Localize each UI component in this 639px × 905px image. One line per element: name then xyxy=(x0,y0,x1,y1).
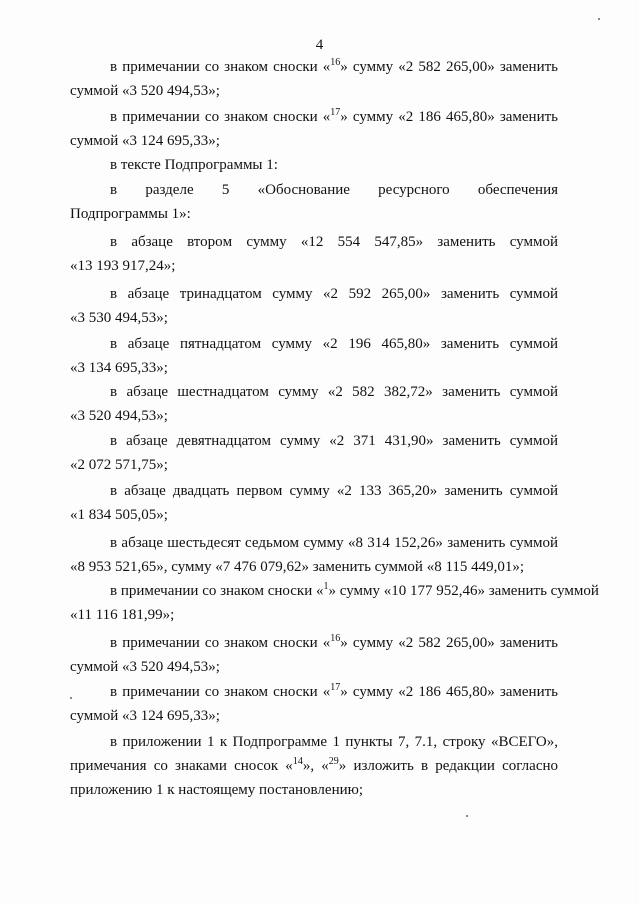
footnote-mark: 17 xyxy=(330,682,341,693)
text-line xyxy=(70,332,558,356)
text-line xyxy=(70,631,558,655)
scan-speck xyxy=(70,697,72,699)
text-run: » сумму «2 582 265,00» заменить xyxy=(340,635,559,651)
text-run: в примечании со знаком сноски « xyxy=(110,583,324,599)
text-run: «8 953 521,65», сумму «7 476 079,62» заменить суммой «8 115 449,01»; xyxy=(70,559,525,575)
text-run: «1 834 505,05»; xyxy=(70,507,168,523)
paragraph xyxy=(70,631,558,679)
text-run: «3 530 494,53»; xyxy=(70,310,168,326)
text-run: в примечании со знаком сноски « xyxy=(110,59,331,75)
text-run: » изложить в редакции согласно xyxy=(338,758,559,774)
page-number: 4 xyxy=(315,37,324,53)
text-line xyxy=(70,503,558,527)
text-run: «11 116 181,99»; xyxy=(70,607,175,623)
footnote-mark: 1 xyxy=(323,581,329,592)
text-run: в абзаце вторoм сумму «12 554 547,85» заменить суммой xyxy=(110,234,558,250)
text-run: » сумму «2 186 465,80» заменить xyxy=(340,684,559,700)
text-line xyxy=(70,55,558,79)
text-run: приложению 1 к настоящему постановлению; xyxy=(70,782,363,798)
footnote-mark: 17 xyxy=(330,107,341,118)
text-line xyxy=(70,105,558,129)
text-line xyxy=(70,129,558,153)
text-run: в абзаце двадцать первом сумму «2 133 365,20» заменить суммой xyxy=(110,483,558,499)
text-line xyxy=(70,230,558,254)
text-run: «3 520 494,53»; xyxy=(70,408,168,424)
text-run: в абзаце шестнадцатом сумму «2 582 382,72» заменить суммой xyxy=(110,384,558,400)
text-run: суммой «3 520 494,53»; xyxy=(70,659,220,675)
text-line xyxy=(70,603,558,627)
text-line xyxy=(70,680,558,704)
text-run: Подпрограммы 1»: xyxy=(70,206,191,222)
text-run: «2 072 571,75»; xyxy=(70,457,168,473)
text-run: «13 193 917,24»; xyxy=(70,258,176,274)
paragraph xyxy=(70,680,558,728)
text-run: в абзаце пятнадцатом сумму «2 196 465,80» заменить суммой xyxy=(110,336,558,352)
text-line xyxy=(70,429,558,453)
paragraph xyxy=(70,178,558,226)
text-run: суммой «3 124 695,33»; xyxy=(70,708,220,724)
paragraph xyxy=(70,531,558,579)
paragraph xyxy=(70,105,558,153)
text-line xyxy=(70,531,558,555)
text-line xyxy=(70,704,558,728)
text-run: суммой «3 124 695,33»; xyxy=(70,133,220,149)
text-run: в абзаце девятнадцатом сумму «2 371 431,90» заменить суммой xyxy=(110,433,558,449)
text-run: в примечании со знаком сноски « xyxy=(110,684,331,700)
paragraph xyxy=(70,230,558,278)
text-run: в примечании со знаком сноски « xyxy=(110,635,331,651)
text-line xyxy=(70,202,558,226)
text-line xyxy=(70,479,558,503)
paragraph xyxy=(70,479,558,527)
text-run: » сумму «2 186 465,80» заменить xyxy=(340,109,559,125)
text-run: в абзаце тринадцатом сумму «2 592 265,00» заменить суммой xyxy=(110,286,558,302)
text-run: » сумму «10 177 952,46» заменить суммой xyxy=(328,583,599,599)
text-line xyxy=(70,404,558,428)
text-run: в примечании со знаком сноски « xyxy=(110,109,331,125)
footnote-mark: 29 xyxy=(328,756,339,767)
text-run: », « xyxy=(302,758,329,774)
text-run: «3 134 695,33»; xyxy=(70,360,168,376)
text-run: суммой «3 520 494,53»; xyxy=(70,83,220,99)
paragraph xyxy=(70,153,558,177)
scan-speck xyxy=(598,18,600,20)
text-run: » сумму «2 582 265,00» заменить xyxy=(340,59,559,75)
text-line xyxy=(70,380,558,404)
text-line xyxy=(70,282,558,306)
text-line xyxy=(70,178,558,202)
footnote-mark: 16 xyxy=(330,633,341,644)
text-line xyxy=(70,754,558,778)
text-run: в разделе 5 «Обоснование ресурсного обеспечения xyxy=(110,182,558,198)
text-line xyxy=(70,356,558,380)
text-run: в тексте Подпрограммы 1: xyxy=(110,157,278,173)
scan-speck xyxy=(466,815,468,817)
text-line xyxy=(70,153,558,177)
text-line xyxy=(70,79,558,103)
paragraph xyxy=(70,55,558,103)
text-run: примечания со знаками сносок « xyxy=(70,758,293,774)
paragraph xyxy=(70,429,558,477)
text-line xyxy=(70,254,558,278)
paragraph xyxy=(70,730,558,802)
footnote-mark: 14 xyxy=(292,756,303,767)
text-line xyxy=(70,579,599,603)
text-line xyxy=(70,778,558,802)
paragraph xyxy=(70,282,558,330)
text-line xyxy=(70,555,558,579)
text-run: в абзаце шестьдесят седьмом сумму «8 314 152,26» заменить суммой xyxy=(110,535,558,551)
footnote-mark: 16 xyxy=(330,57,341,68)
paragraph xyxy=(70,332,558,380)
text-run: в приложении 1 к Подпрограмме 1 пункты 7, 7.1, строку «ВСЕГО», xyxy=(110,734,558,750)
text-line xyxy=(70,453,558,477)
text-line xyxy=(70,306,558,330)
text-line xyxy=(70,655,558,679)
paragraph xyxy=(70,579,599,627)
paragraph xyxy=(70,380,558,428)
text-line xyxy=(70,730,558,754)
